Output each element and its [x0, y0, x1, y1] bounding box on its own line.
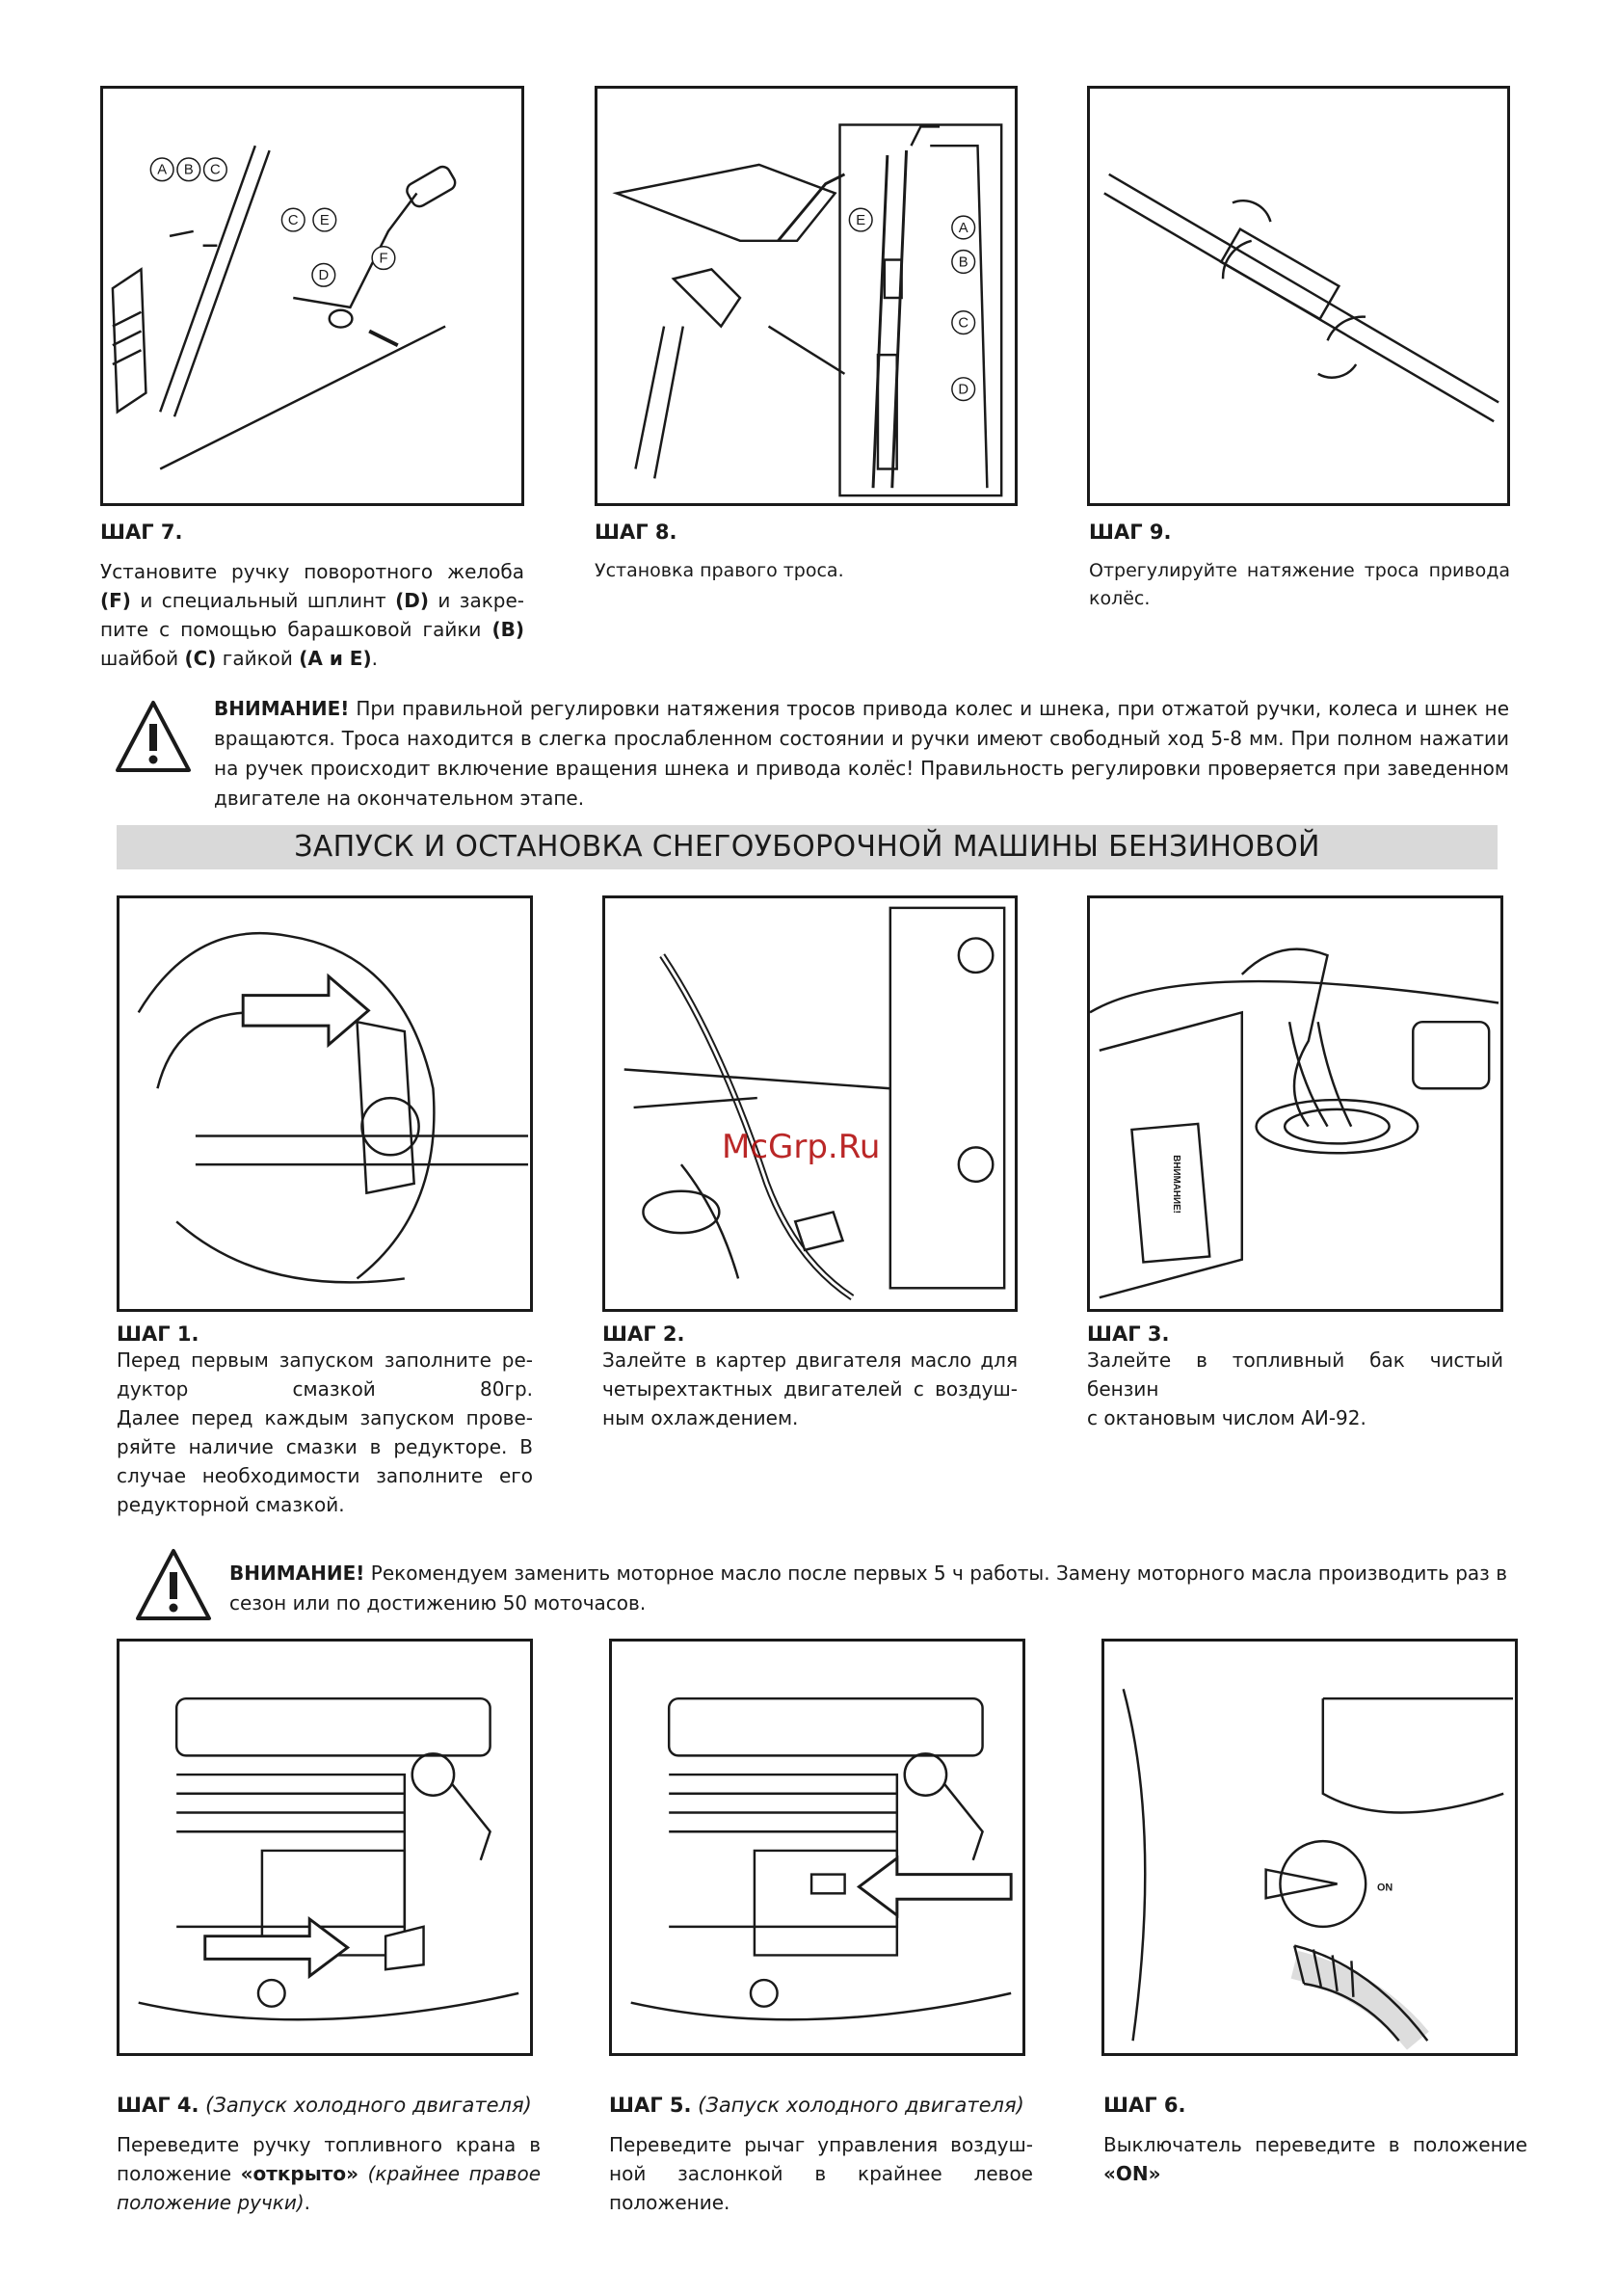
step-2-title: ШАГ 2.: [602, 1322, 685, 1346]
step-4-title: ШАГ 4. (Запуск холодного двигателя): [117, 2094, 532, 2117]
step-8-text: [595, 557, 1019, 585]
svg-text:D: D: [958, 382, 969, 398]
step-1-block: [117, 1322, 533, 1519]
text-run: дуктор смазкой 80гр.: [117, 1377, 533, 1401]
text-run: ным охлаждением.: [602, 1406, 799, 1429]
svg-text:C: C: [958, 315, 969, 332]
text-run: .: [304, 2191, 310, 2214]
text-run: с октановым числом АИ-92.: [1087, 1406, 1366, 1429]
text-line: [117, 1346, 533, 1375]
figure-step-9: [1087, 86, 1510, 506]
figure-on-label: ON: [1377, 1882, 1393, 1894]
step-9-text: [1089, 557, 1510, 613]
text-line: [117, 1461, 533, 1490]
text-run: пите с помощью барашковой гайки: [100, 618, 492, 641]
step-9-block: [1089, 521, 1510, 613]
figure-step-3: [1087, 895, 1503, 1312]
step-1-title: ШАГ 1.: [117, 1322, 199, 1346]
figure-step-2: [602, 895, 1018, 1312]
watermark: McGrp.Ru: [722, 1128, 881, 1166]
figure-step-4: [117, 1639, 533, 2056]
text-run: Установка правого троса.: [595, 560, 844, 581]
text-line: [1103, 2130, 1527, 2159]
text-line: [117, 2159, 541, 2188]
warning-2-text: ВНИМАНИЕ! Рекомендуем заменить моторное масло после первых 5 ч работы. Замену моторного масла производить раз в сезон или по достижению 50 моточасов.: [229, 1562, 1507, 1615]
text-line: [117, 1432, 533, 1461]
text-line: [117, 1375, 533, 1403]
text-line: [117, 1490, 533, 1519]
step-1-text: [117, 1346, 533, 1519]
text-line: [1087, 1403, 1503, 1432]
step-7-title: ШАГ 7.: [100, 521, 183, 544]
text-line: [602, 1375, 1018, 1403]
text-line: [609, 2188, 1033, 2217]
text-line: [117, 2188, 541, 2217]
text-run: (D): [395, 589, 430, 612]
text-line: [595, 557, 1019, 585]
text-line: [1103, 2159, 1527, 2188]
step-5-title: ШАГ 5. (Запуск холодного двигателя): [609, 2094, 1024, 2117]
step-6-block: [1103, 2094, 1527, 2188]
text-run: Залейте в картер двигателя масло для: [602, 1348, 1018, 1372]
text-line: [1087, 1346, 1503, 1403]
text-run: Переведите рычаг управления воздуш-: [609, 2133, 1033, 2156]
step-7-block: [100, 521, 524, 673]
text-run: гайкой: [216, 647, 300, 670]
step-4-block: [117, 2094, 541, 2217]
svg-text:A: A: [958, 220, 968, 236]
figure-step-5: [609, 1639, 1025, 2056]
text-run: колёс.: [1089, 588, 1151, 609]
text-run: ной заслонкой в крайнее левое: [609, 2162, 1033, 2185]
step-7-text: [100, 557, 524, 673]
text-run: .: [371, 647, 378, 670]
text-run: (F): [100, 589, 131, 612]
warning-icon: [135, 1547, 212, 1622]
warning-1-text: ВНИМАНИЕ! При правильной регулировки натяжения тросов привода колес и шнека, при отжатой ручки, колеса и шнек не вращаются. Троса находится в слегка прослабленном состоянии и ручки имеют свободный ход 5-8 мм. При полном нажатии на ручек происходит включение вращения шнека и привода колёс! Правильность регулировки проверяется при заведенном двигателе на окончательном этапе.: [214, 697, 1509, 810]
text-run: положение.: [609, 2191, 730, 2214]
svg-text:B: B: [958, 254, 968, 271]
svg-text:C: C: [210, 162, 221, 178]
text-line: [117, 1403, 533, 1432]
text-run: шайбой: [100, 647, 185, 670]
step-5-block: [609, 2094, 1033, 2217]
step-2-block: [602, 1322, 1018, 1432]
text-run: Переведите ручку топливного крана в: [117, 2133, 541, 2156]
step-8-title: ШАГ 8.: [595, 521, 677, 544]
step-3-block: [1087, 1322, 1503, 1432]
figure-step-1: [117, 895, 533, 1312]
text-run: Отрегулируйте натяжение троса привода: [1089, 560, 1510, 581]
svg-text:F: F: [379, 251, 388, 267]
label-A: A: [157, 162, 168, 178]
svg-text:C: C: [287, 213, 299, 229]
text-line: [1089, 585, 1510, 613]
step-3-text: [1087, 1346, 1503, 1432]
warning-icon: [115, 699, 192, 774]
figure-sticker-label: ВНИМАНИЕ!: [1170, 1155, 1181, 1214]
step-6-text: [1103, 2130, 1527, 2188]
text-line: [609, 2159, 1033, 2188]
step-6-title: ШАГ 6.: [1103, 2094, 1186, 2117]
step-4-text: [117, 2130, 541, 2217]
step-3-title: ШАГ 3.: [1087, 1322, 1170, 1346]
text-run: и специальный шплинт: [130, 589, 396, 612]
text-run: (крайнее правое: [358, 2162, 542, 2185]
text-line: [602, 1403, 1018, 1432]
text-line: [100, 586, 524, 615]
text-run: случае необходимости заполните его: [117, 1464, 533, 1487]
step-2-text: [602, 1346, 1018, 1432]
figure-step-8: [595, 86, 1018, 506]
text-line: [609, 2130, 1033, 2159]
step-5-text: [609, 2130, 1033, 2217]
text-run: «ON»: [1103, 2162, 1161, 2185]
figure-step-7: [100, 86, 524, 506]
text-run: ряйте наличие смазки в редукторе. В: [117, 1435, 533, 1458]
section-title: ЗАПУСК И ОСТАНОВКА СНЕГОУБОРОЧНОЙ МАШИНЫ БЕНЗИНОВОЙ: [117, 825, 1498, 869]
figure-step-6: [1101, 1639, 1518, 2056]
text-run: и закре-: [429, 589, 524, 612]
text-line: [117, 2130, 541, 2159]
text-line: [100, 615, 524, 644]
text-run: редукторной смазкой.: [117, 1493, 345, 1516]
text-run: Установите ручку поворотного желоба: [100, 560, 524, 583]
text-line: [1089, 557, 1510, 585]
text-line: [100, 644, 524, 673]
text-line: [602, 1346, 1018, 1375]
text-run: Далее перед каждым запуском прове-: [117, 1406, 533, 1429]
svg-text:E: E: [856, 213, 866, 229]
svg-text:E: E: [319, 213, 330, 229]
svg-text:B: B: [183, 162, 194, 178]
text-run: Залейте в топливный бак чистый бензин: [1087, 1348, 1503, 1401]
text-run: Выключатель переведите в положение: [1103, 2133, 1527, 2156]
text-run: (A и E): [299, 647, 372, 670]
text-run: Перед первым запуском заполните ре-: [117, 1348, 533, 1372]
text-run: (B): [491, 618, 524, 641]
text-run: положение: [117, 2162, 241, 2185]
svg-text:D: D: [318, 268, 330, 284]
text-run: (C): [184, 647, 217, 670]
text-run: положение ручки): [117, 2191, 305, 2214]
text-line: [100, 557, 524, 586]
text-run: четырехтактных двигателей с воздуш-: [602, 1377, 1018, 1401]
step-9-title: ШАГ 9.: [1089, 521, 1172, 544]
step-8-block: [595, 521, 1019, 585]
text-run: «открыто»: [240, 2162, 359, 2185]
